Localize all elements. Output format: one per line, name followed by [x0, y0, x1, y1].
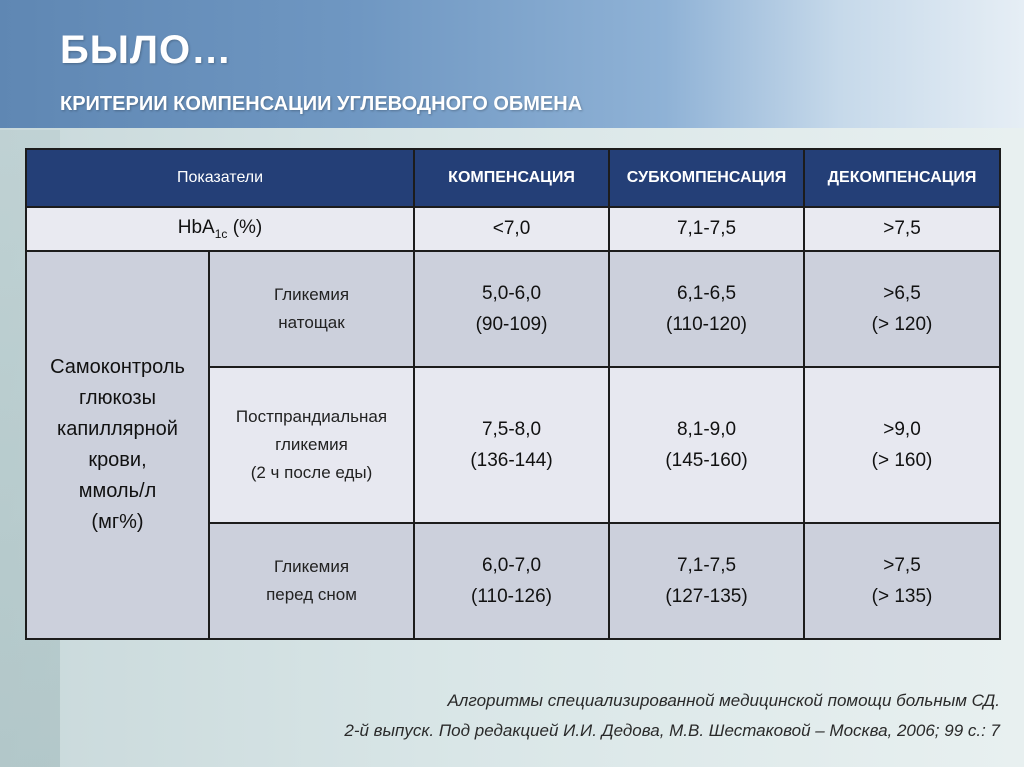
header-compensation: КОМПЕНСАЦИЯ — [414, 149, 609, 207]
hba1c-decompensation: >7,5 — [804, 207, 1000, 251]
row-label-bedtime: Гликемия перед сном — [209, 523, 414, 639]
citation-line-2: 2-й выпуск. Под редакцией И.И. Дедова, М.В. Шестаковой – Москва, 2006; 99 с.: 7 — [344, 721, 1000, 740]
hba1c-subcompensation: 7,1-7,5 — [609, 207, 804, 251]
postprandial-decompensation: >9,0 (> 160) — [804, 367, 1000, 523]
row-label-fasting: Гликемия натощак — [209, 251, 414, 367]
header-subcompensation: СУБКОМПЕНСАЦИЯ — [609, 149, 804, 207]
row-label-postprandial: Постпрандиальная гликемия (2 ч после еды) — [209, 367, 414, 523]
table-header-row — [26, 149, 1000, 207]
citation-line-1: Алгоритмы специализированной медицинской помощи больным СД. — [447, 691, 1000, 710]
hba1c-compensation: <7,0 — [414, 207, 609, 251]
header-decompensation: ДЕКОМПЕНСАЦИЯ — [804, 149, 1000, 207]
citation — [180, 686, 1000, 746]
postprandial-compensation: 7,5-8,0 (136-144) — [414, 367, 609, 523]
postprandial-subcompensation: 8,1-9,0 (145-160) — [609, 367, 804, 523]
table-row-fasting — [26, 251, 1000, 367]
slide-subtitle: КРИТЕРИИ КОМПЕНСАЦИИ УГЛЕВОДНОГО ОБМЕНА — [60, 93, 583, 115]
criteria-table — [25, 148, 1001, 640]
self-control-label: Самоконтроль глюкозы капиллярной крови, ммоль/л (мг%) — [26, 251, 209, 639]
table-row-hba1c — [26, 207, 1000, 251]
bedtime-compensation: 6,0-7,0 (110-126) — [414, 523, 609, 639]
fasting-subcompensation: 6,1-6,5 (110-120) — [609, 251, 804, 367]
fasting-decompensation: >6,5 (> 120) — [804, 251, 1000, 367]
bedtime-subcompensation: 7,1-7,5 (127-135) — [609, 523, 804, 639]
bedtime-decompensation: >7,5 (> 135) — [804, 523, 1000, 639]
hba1c-label: HbA$_{1c}$ (%) — [26, 207, 414, 251]
header-indicators: Показатели — [26, 149, 414, 207]
slide-title: БЫЛО… — [60, 28, 233, 72]
fasting-compensation: 5,0-6,0 (90-109) — [414, 251, 609, 367]
